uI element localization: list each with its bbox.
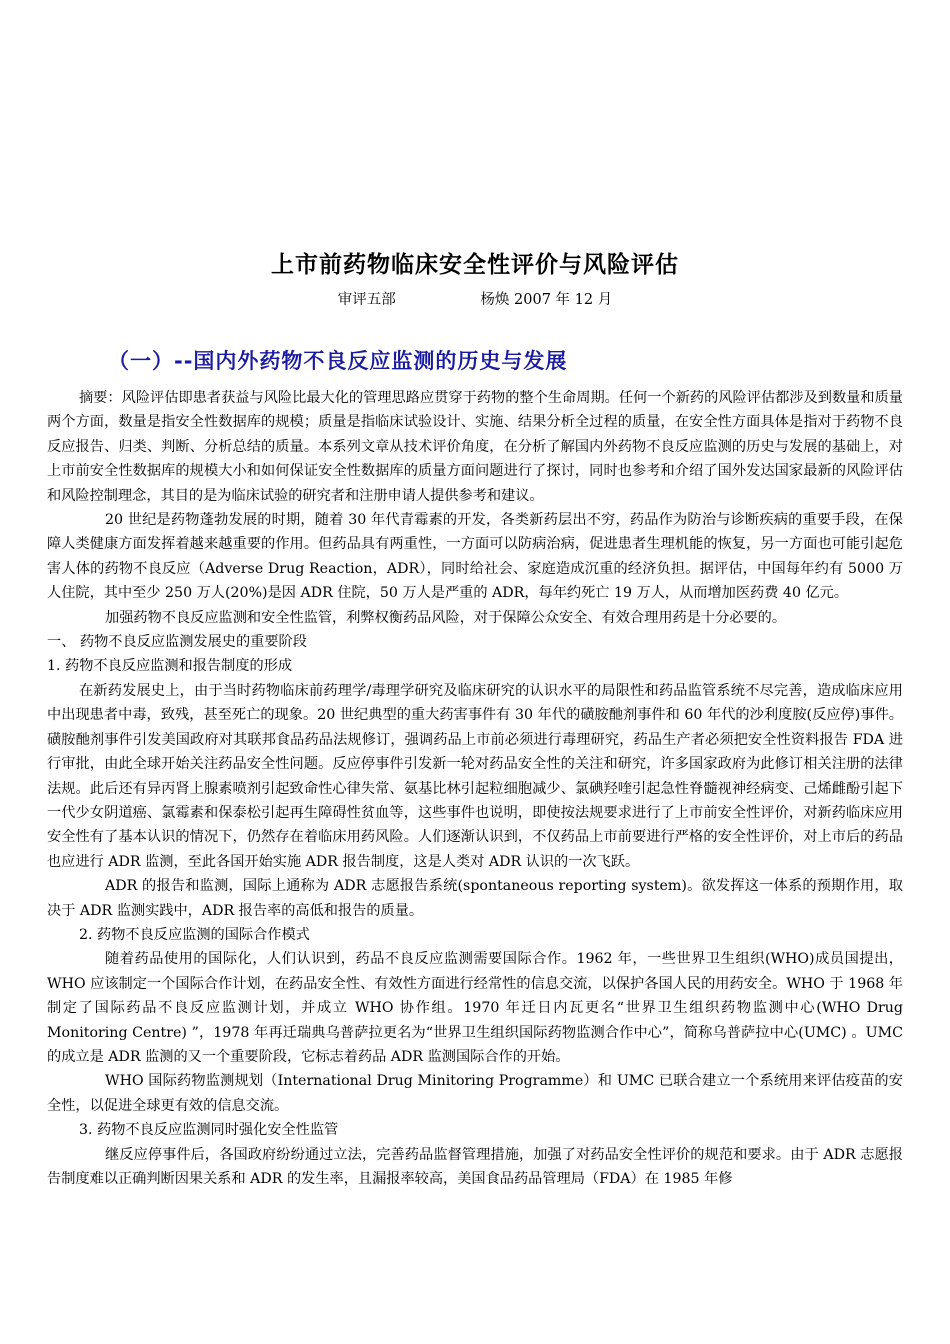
section-subheading: 一、 药物不良反应监测发展史的重要阶段: [47, 634, 307, 651]
numbered-heading: 1. 药物不良反应监测和报告制度的形成: [47, 658, 293, 675]
byline-author-date: 杨焕 2007 年 12 月: [480, 292, 613, 308]
byline: [0, 290, 950, 310]
abstract-paragraph: 摘要：风险评估即患者获益与风险比最大化的管理思路应贯穿于药物的整个生命周期。任何一个新药的风险评估都涉及到数量和质量两个方面，数量是指安全性数据库的规模；质量是指临床试验设计、实施、结果分析全过程的质量，在安全性方面具体是指对于药物不良反应报告、归类、判断、分析总结的质量。本系列文章从技术评价角度，在分析了解国内外药物不良反应监测的历史与发展的基础上，对上市前安全性数据库的规模大小和如何保证安全性数据库的质量方面问题进行了探讨，同时也参考和介绍了国外发达国家最新的风险评估和风险控制理念，其目的是为临床试验的研究者和注册申请人提供参考和建议。: [47, 390, 903, 504]
body-paragraph: 随着药品使用的国际化，人们认识到，药品不良反应监测需要国际合作。1962 年，一些世界卫生组织(WHO)成员国提出，WHO 应该制定一个国际合作计划，在药品安全性、有效性方面进行经常性的信息交流，以保护各国人民的用药安全。WHO 于 1968 年制定了国际药品不良反应监测计划，并成立 WHO 协作组。1970 年迁日内瓦更名“世界卫生组织药物监测中心(WHO Drug Monitoring Centre) ”，1978 年再迁瑞典乌普萨拉更名为“世界卫生组织国际药物监测合作中心”，简称乌普萨拉中心(UMC) 。UMC 的成立是 ADR 监测的又一个重要阶段，它标志着药品 ADR 监测国际合作的开始。: [47, 951, 903, 1065]
body-paragraph: ADR 的报告和监测，国际上通称为 ADR 志愿报告系统(spontaneous reporting system)。欲发挥这一体系的预期作用，取决于 ADR 监测实践中，ADR 报告率的高低和报告的质量。: [47, 878, 903, 919]
body-paragraph: 加强药物不良反应监测和安全性监管，利弊权衡药品风险，对于保障公众安全、有效合理用药是十分必要的。: [105, 609, 787, 626]
body-paragraph: WHO 国际药物监测规划（International Drug Minitoring Programme）和 UMC 已联合建立一个系统用来评估疫苗的安全性，以促进全球更有效的信息交流。: [47, 1073, 903, 1114]
body-paragraph: 继反应停事件后，各国政府纷纷通过立法，完善药品监督管理措施，加强了对药品安全性评价的规范和要求。由于 ADR 志愿报告制度难以正确判断因果关系和 ADR 的发生率，且漏报率较高，美国食品药品管理局（FDA）在 1985 年修: [47, 1146, 903, 1187]
numbered-heading: 2. 药物不良反应监测的国际合作模式: [79, 926, 310, 943]
section-heading: （一）--国内外药物不良反应监测的历史与发展: [108, 349, 568, 373]
numbered-heading: 3. 药物不良反应监测同时强化安全性监管: [79, 1122, 339, 1139]
document-title: 上市前药物临床安全性评价与风险评估: [271, 252, 679, 278]
document-body: [47, 386, 903, 1191]
byline-department: 审评五部: [337, 292, 396, 308]
body-paragraph: 20 世纪是药物蓬勃发展的时期，随着 30 年代青霉素的开发，各类新药层出不穷，药品作为防治与诊断疾病的重要手段，在保障人类健康方面发挥着越来越重要的作用。但药品具有两重性，一方面可以防病治病，促进患者生理机能的恢复，另一方面也可能引起危害人体的药物不良反应（Adverse Drug Reaction，ADR），同时给社会、家庭造成沉重的经济负担。据评估，中国每年约有 5000 万人住院，其中至少 250 万人(20%)是因 ADR 住院，50 万人是严重的 ADR，每年约死亡 19 万人，从而增加医药费 40 亿元。: [47, 512, 903, 602]
body-paragraph: 在新药发展史上，由于当时药物临床前药理学/毒理学研究及临床研究的认识水平的局限性和药品监管系统不尽完善，造成临床应用中出现患者中毒，致残，甚至死亡的现象。20 世纪典型的重大药害事件有 30 年代的磺胺酏剂事件和 60 年代的沙利度胺(反应停)事件。磺胺酏剂事件引发美国政府对其联邦食品药品法规修订，强调药品上市前必须进行毒理研究，药品生产者必须把安全性资料报告 FDA 进行审批，由此全球开始关注药品安全性问题。反应停事件引发新一轮对药品安全性的关注和研究，许多国家政府为此修订相关注册的法律法规。此后还有异丙肾上腺素喷剂引起致命性心律失常、氨基比林引起粒细胞减少、氯碘羟喹引起急性脊髓视神经病变、己烯雌酚引起下一代少女阴道癌、氯霉素和保泰松引起再生障碍性贫血等，这些事件也说明，即使按法规要求进行了上市前安全性评价，对新药临床应用安全性有了基本认识的情况下，仍然存在着临床用药风险。人们逐渐认识到，不仅药品上市前要进行严格的安全性评价，对上市后的药品也应进行 ADR 监测，至此各国开始实施 ADR 报告制度，这是人类对 ADR 认识的一次飞跃。: [47, 682, 903, 870]
